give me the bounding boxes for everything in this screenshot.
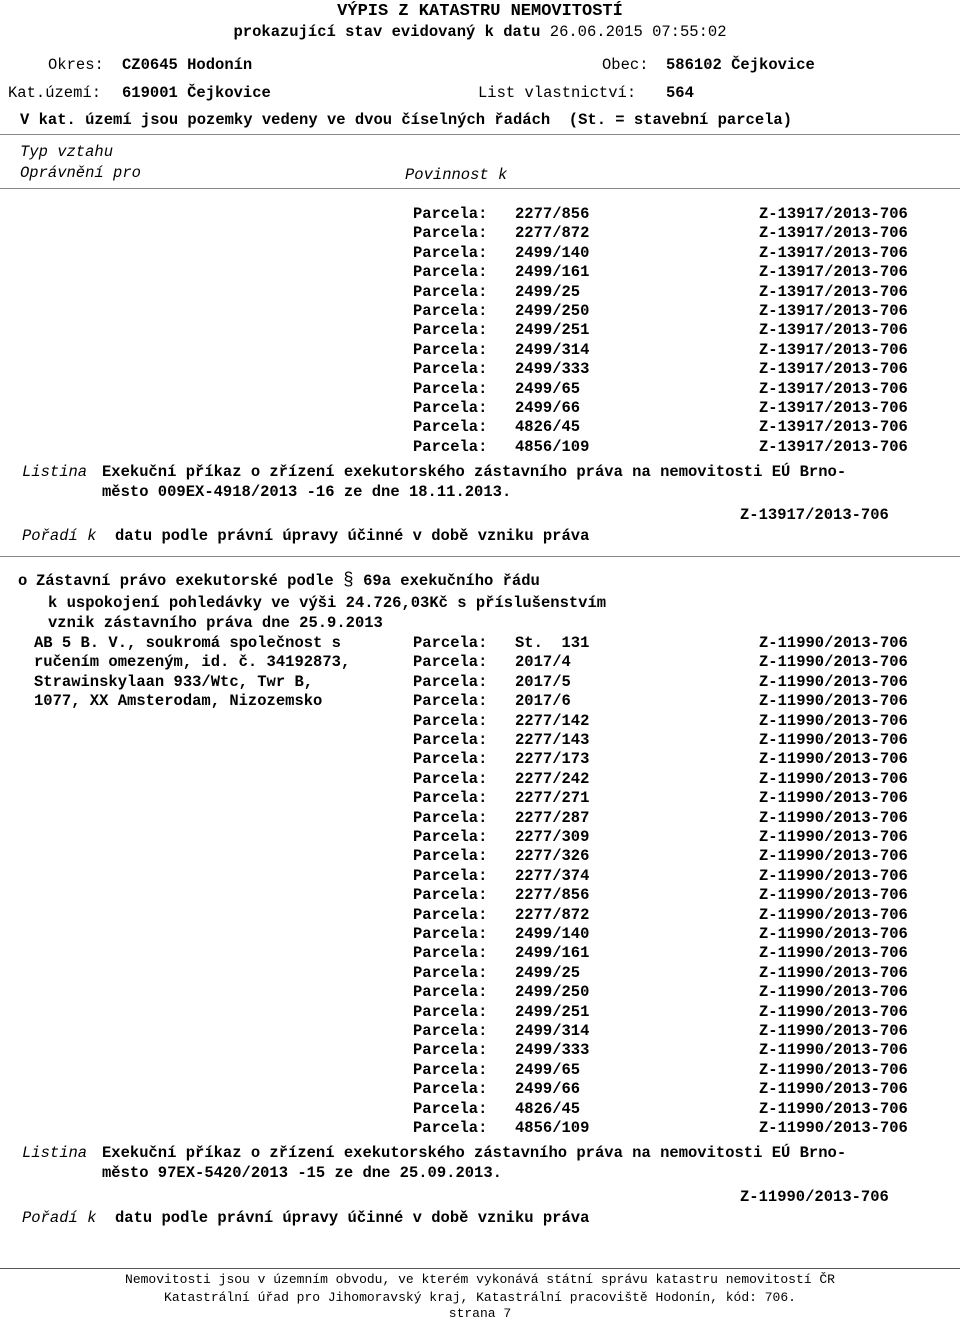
parcel-reference: Z-11990/2013-706 (759, 672, 908, 691)
parcel-number: 2499/65 (515, 379, 581, 398)
parcel-label: Parcela: (413, 243, 488, 262)
parcel-number: 2499/140 (515, 243, 590, 262)
parcel-number: 2499/333 (515, 360, 590, 379)
block2-listina-line2: město 97EX-5420/2013 -15 ze dne 25.09.2013. (102, 1164, 502, 1182)
block1-parcel-row (413, 418, 943, 437)
block1-parcel-row (413, 399, 943, 418)
block2-parcel-row (413, 1119, 943, 1138)
parcel-reference: Z-13917/2013-706 (759, 263, 908, 282)
parcel-number: 2017/6 (515, 692, 571, 711)
parcel-reference: Z-11990/2013-706 (759, 1002, 908, 1021)
parcel-reference: Z-13917/2013-706 (759, 243, 908, 262)
owner-line: 1077, XX Amsterodam, Nizozemsko (34, 692, 323, 711)
okres-value: CZ0645 Hodonín (122, 56, 253, 74)
parcel-number: 2499/314 (515, 1022, 590, 1040)
obec-label: Obec: (602, 56, 649, 74)
paragraph-sign: § (342, 571, 354, 591)
parcel-reference: Z-11990/2013-706 (759, 925, 908, 943)
parcel-label: Parcela: (413, 1099, 488, 1118)
block2-parcel-row (413, 944, 943, 963)
parcel-reference: Z-13917/2013-706 (759, 282, 908, 301)
parcel-number: 4856/109 (515, 1119, 590, 1137)
parcel-number: 2277/287 (515, 808, 590, 827)
parcel-reference: Z-11990/2013-706 (759, 983, 908, 1002)
parcel-label: Parcela: (413, 944, 488, 963)
parcel-label: Parcela: (413, 418, 488, 437)
parcel-reference: Z-11990/2013-706 (759, 692, 908, 711)
block1-parcel-row (413, 263, 943, 282)
parcel-label: Parcela: (413, 437, 488, 456)
parcel-number: 2499/251 (515, 321, 590, 340)
parcel-reference: Z-11990/2013-706 (759, 963, 908, 982)
block1-poradi-label: Pořadí k (22, 527, 97, 545)
block2-title-prefix: Zástavní právo exekutorské podle (36, 572, 334, 590)
document-title: VÝPIS Z KATASTRU NEMOVITOSTÍ (337, 2, 623, 21)
block2-parcel-row (413, 1100, 943, 1119)
parcel-number: 2499/250 (515, 983, 590, 1002)
block1-parcel-row (413, 360, 943, 379)
block2-parcel-row (413, 983, 943, 1002)
block2-parcel-row (413, 906, 943, 925)
parcel-label: Parcela: (413, 769, 488, 788)
owner-line: ručením omezeným, id. č. 34192873, (34, 653, 351, 672)
block2-parcel-row (413, 847, 943, 866)
block2-parcel-row (413, 1061, 943, 1080)
block1-listina-line1: Exekuční příkaz o zřízení exekutorského zástavního práva na nemovitosti EÚ Brno- (102, 463, 847, 481)
block2-parcel-row (413, 1080, 943, 1099)
parcel-number: 2277/872 (515, 224, 590, 243)
parcel-number: 2499/161 (515, 944, 590, 963)
block1-parcel-row (413, 244, 943, 263)
block2-parcel-row (413, 634, 943, 653)
block2-parcel-row (413, 1022, 943, 1041)
block2-parcel-row (413, 1003, 943, 1022)
parcel-label: Parcela: (413, 925, 488, 943)
parcel-reference: Z-13917/2013-706 (759, 321, 908, 340)
block2-parcel-row (413, 789, 943, 808)
parcel-number: 2277/374 (515, 866, 590, 885)
parcel-reference: Z-11990/2013-706 (759, 905, 908, 924)
parcel-number: 2499/65 (515, 1060, 581, 1079)
block2-vznik: vznik zástavního práva dne 25.9.2013 (48, 614, 383, 632)
parcel-number: 2277/242 (515, 769, 590, 788)
parcel-label: Parcela: (413, 866, 488, 885)
owner-line: Strawinskylaan 933/Wtc, Twr B, (34, 672, 314, 691)
parcel-reference: Z-11990/2013-706 (759, 808, 908, 827)
parcel-label: Parcela: (413, 379, 488, 398)
parcel-reference: Z-13917/2013-706 (759, 379, 908, 398)
block1-listina-line2: město 009EX-4918/2013 -16 ze dne 18.11.2013. (102, 483, 512, 501)
parcel-reference: Z-13917/2013-706 (759, 205, 908, 223)
parcel-label: Parcela: (413, 731, 488, 749)
block2-parcel-row (413, 886, 943, 905)
column-typ-vztahu: Typ vztahu (20, 143, 114, 161)
parcel-reference: Z-13917/2013-706 (759, 224, 908, 243)
block2-listina-line1: Exekuční příkaz o zřízení exekutorského zástavního práva na nemovitosti EÚ Brno- (102, 1144, 847, 1162)
footer-line1: Nemovitosti jsou v územním obvodu, ve kterém vykonává státní správu katastru nemovitostí ČR (125, 1272, 835, 1287)
column-opravneni-pro: Oprávnění pro (20, 164, 141, 182)
parcel-label: Parcela: (413, 360, 488, 379)
header-divider (0, 134, 960, 135)
cadastre-note: V kat. území jsou pozemky vedeny ve dvou číselných řadách (St. = stavební parcela) (20, 111, 793, 129)
block2-title-suffix: 69a exekučního řádu (363, 572, 540, 590)
parcel-reference: Z-11990/2013-706 (759, 769, 908, 788)
parcel-number: 2277/856 (515, 205, 590, 223)
block1-parcel-row (413, 205, 943, 224)
parcel-label: Parcela: (413, 963, 488, 982)
parcel-reference: Z-11990/2013-706 (759, 847, 908, 866)
parcel-reference: Z-11990/2013-706 (759, 789, 908, 808)
block1-parcel-row (413, 283, 943, 302)
parcel-label: Parcela: (413, 1022, 488, 1040)
parcel-reference: Z-13917/2013-706 (759, 399, 908, 417)
block2-title (36, 572, 540, 591)
parcel-label: Parcela: (413, 692, 488, 711)
block1-parcel-row (413, 438, 943, 457)
obec-value: 586102 Čejkovice (666, 56, 815, 74)
parcel-label: Parcela: (413, 847, 488, 866)
parcel-reference: Z-11990/2013-706 (759, 886, 908, 905)
parcel-number: 4856/109 (515, 437, 590, 456)
parcel-label: Parcela: (413, 399, 488, 417)
block1-poradi-text: datu podle právní úpravy účinné v době vzniku práva (115, 527, 590, 545)
parcel-label: Parcela: (413, 321, 488, 340)
footer-divider (0, 1268, 960, 1269)
parcel-number: 2277/143 (515, 731, 590, 749)
block2-parcel-row (413, 750, 943, 769)
parcel-number: 2499/140 (515, 925, 590, 943)
parcel-reference: Z-11990/2013-706 (759, 653, 908, 672)
parcel-number: 2017/4 (515, 653, 571, 672)
parcel-reference: Z-11990/2013-706 (759, 711, 908, 730)
parcel-reference: Z-11990/2013-706 (759, 634, 908, 652)
parcel-reference: Z-13917/2013-706 (759, 418, 908, 437)
parcel-label: Parcela: (413, 886, 488, 905)
parcel-reference: Z-11990/2013-706 (759, 866, 908, 885)
parcel-number: 2277/271 (515, 789, 590, 808)
parcel-label: Parcela: (413, 828, 488, 846)
parcel-number: 4826/45 (515, 418, 581, 437)
parcel-reference: Z-13917/2013-706 (759, 360, 908, 379)
parcel-label: Parcela: (413, 1002, 488, 1021)
lv-label: List vlastnictví: (478, 84, 637, 102)
parcel-label: Parcela: (413, 634, 488, 652)
parcel-reference: Z-11990/2013-706 (759, 750, 908, 769)
parcel-label: Parcela: (413, 983, 488, 1002)
footer-page-number: strana 7 (448, 1306, 512, 1321)
block2-parcel-row (413, 925, 943, 944)
parcel-number: 2017/5 (515, 672, 571, 691)
block2-poradi-label: Pořadí k (22, 1209, 97, 1227)
parcel-number: 2499/161 (515, 263, 590, 282)
parcel-label: Parcela: (413, 750, 488, 769)
block2-bullet: o (18, 572, 28, 590)
parcel-number: 2277/872 (515, 905, 590, 924)
block2-parcel-row (413, 964, 943, 983)
parcel-reference: Z-11990/2013-706 (759, 1041, 908, 1060)
parcel-label: Parcela: (413, 1041, 488, 1060)
okres-label: Okres: (48, 56, 104, 74)
parcel-label: Parcela: (413, 205, 488, 223)
parcel-label: Parcela: (413, 340, 488, 359)
katuzemi-value: 619001 Čejkovice (122, 84, 271, 102)
parcel-reference: Z-11990/2013-706 (759, 1022, 908, 1040)
parcel-number: 2499/66 (515, 399, 581, 417)
parcel-reference: Z-11990/2013-706 (759, 944, 908, 963)
footer-line2: Katastrální úřad pro Jihomoravský kraj, Katastrální pracoviště Hodonín, kód: 706. (164, 1290, 796, 1305)
block2-parcel-row (413, 867, 943, 886)
block2-parcel-row (413, 1041, 943, 1060)
document-subtitle (0, 23, 960, 42)
parcel-reference: Z-11990/2013-706 (759, 1060, 908, 1079)
block2-parcel-row (413, 653, 943, 672)
block2-parcel-row (413, 828, 943, 847)
block1-listina-ref: Z-13917/2013-706 (740, 506, 889, 524)
subtitle-date: 26.06.2015 07:55:02 (549, 23, 727, 41)
parcel-reference: Z-11990/2013-706 (759, 731, 908, 749)
parcel-reference: Z-13917/2013-706 (759, 302, 908, 320)
parcel-label: Parcela: (413, 672, 488, 691)
block2-listina-label: Listina (22, 1144, 88, 1162)
parcel-label: Parcela: (413, 711, 488, 730)
parcel-label: Parcela: (413, 1060, 488, 1079)
parcel-number: 2499/25 (515, 963, 581, 982)
parcel-reference: Z-11990/2013-706 (759, 1119, 908, 1137)
parcel-label: Parcela: (413, 1119, 488, 1137)
block-divider (0, 556, 960, 557)
parcel-number: 2277/173 (515, 750, 590, 769)
parcel-label: Parcela: (413, 1080, 488, 1099)
block1-parcel-row (413, 302, 943, 321)
parcel-number: 2499/333 (515, 1041, 590, 1060)
block2-parcel-row (413, 731, 943, 750)
parcel-label: Parcela: (413, 302, 488, 320)
parcel-label: Parcela: (413, 905, 488, 924)
parcel-label: Parcela: (413, 653, 488, 672)
parcel-reference: Z-11990/2013-706 (759, 1099, 908, 1118)
block1-parcel-row (413, 341, 943, 360)
katuzemi-label: Kat.území: (8, 84, 102, 102)
parcel-label: Parcela: (413, 808, 488, 827)
block2-parcel-row (413, 692, 943, 711)
parcel-reference: Z-13917/2013-706 (759, 340, 908, 359)
parcel-number: 2277/142 (515, 711, 590, 730)
owner-line: AB 5 B. V., soukromá společnost s (34, 634, 341, 652)
block1-parcel-row (413, 224, 943, 243)
block2-listina-ref: Z-11990/2013-706 (740, 1188, 889, 1206)
lv-value: 564 (666, 84, 694, 102)
parcel-label: Parcela: (413, 224, 488, 243)
parcel-number: 2277/326 (515, 847, 590, 866)
parcel-number: 2277/856 (515, 886, 590, 905)
columns-divider (0, 188, 960, 189)
parcel-reference: Z-11990/2013-706 (759, 828, 908, 846)
block2-parcel-row (413, 770, 943, 789)
parcel-reference: Z-11990/2013-706 (759, 1080, 908, 1099)
parcel-label: Parcela: (413, 282, 488, 301)
parcel-number: 2499/66 (515, 1080, 581, 1099)
parcel-number: 2277/309 (515, 828, 590, 846)
parcel-number: 2499/314 (515, 340, 590, 359)
parcel-number: 2499/250 (515, 302, 590, 320)
parcel-reference: Z-13917/2013-706 (759, 437, 908, 456)
block1-parcel-row (413, 321, 943, 340)
parcel-number: 4826/45 (515, 1099, 581, 1118)
block2-poradi-text: datu podle právní úpravy účinné v době vzniku práva (115, 1209, 590, 1227)
column-povinnost-k: Povinnost k (405, 166, 508, 184)
block1-parcel-row (413, 380, 943, 399)
block1-listina-label: Listina (22, 463, 88, 481)
block2-parcel-row (413, 809, 943, 828)
block2-claim: k uspokojení pohledávky ve výši 24.726,03Kč s příslušenstvím (48, 594, 607, 612)
parcel-number: 2499/251 (515, 1002, 590, 1021)
parcel-label: Parcela: (413, 263, 488, 282)
subtitle-prefix: prokazující stav evidovaný k datu (233, 23, 541, 41)
parcel-number: St. 131 (515, 634, 590, 652)
parcel-label: Parcela: (413, 789, 488, 808)
parcel-number: 2499/25 (515, 282, 581, 301)
block2-parcel-row (413, 673, 943, 692)
block2-parcel-row (413, 712, 943, 731)
